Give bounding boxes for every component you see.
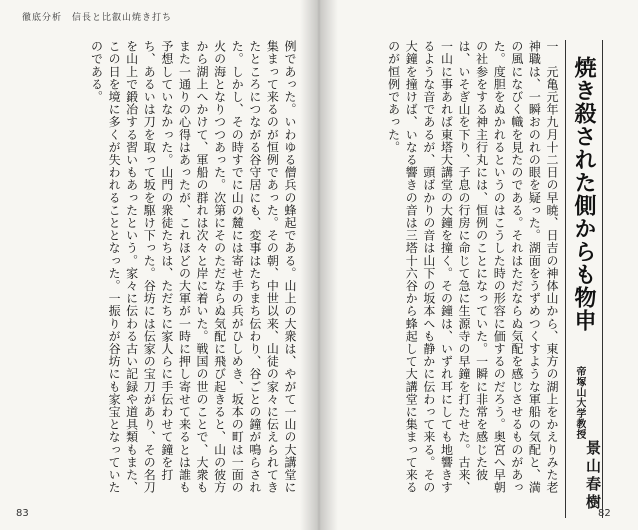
- left-body-text: 例であった。いわゆる僧兵の蜂起である。山上の大衆は、やがて一山の大講堂に集まって来るのが恒例であった。その朝、中世以来、山徒の家々に伝えられてきたところにつながる谷守居にも、変事はたちまち伝わり、谷ごとの鐘が鳴らされた。しかし、その時すでに山の麓には寄せ手の兵がひしめき、坂本の町は一面の火の海となりつつあった。次第にそのただならぬ気配に飛び起きると、山の彼方から湖上へかけて、軍船の群れは次々と岸に着いた。戦国の世のことで、大衆もまた一通りの心得はあったが、これほどの大軍が一時に押し寄せて来るとは誰も予想していなかった。山門の衆徒たちは、ただちに家人らに手伝わせて鐘を打ち、あるいは刀を取って坂を駆け下った。谷坊には伝家の宝刀があり、その名刀を山上で鍛冶する習いもあったという。家々に伝わる古い記録や道具類もまた、この日を境に多くが失われることとなった。一振りが谷坊にも家宝となっていたのである。: [89, 40, 297, 494]
- author-name: 景山春樹: [584, 440, 602, 512]
- author-affiliation: 帝塚山大学教授: [574, 366, 585, 440]
- article-title: 焼き殺された側からも物申: [571, 56, 597, 332]
- right-body-text: 一 元亀元年九月十二日の早暁、日吉の神体山から、東方の湖上をかえりみた老神職は、一瞬おのれの眼を疑った。湖面をうずめつくすような軍船の気配と、満の風になびく幟を見たのである。それはただならぬ気配を感じさせるものがあった。度胆をぬかれるというのはこうした時の形容に価するのだろう。奥宮へ早朝の社参をする神主行丸には、恒例のことになっていた。一瞬に非常を感じた彼は、いそぎ山を下り、子息の行房に命じて急に生源寺の早鐘を打たせた。古来、一山に事あれば東塔大講堂の大鐘を撞く。その鐘は、いずれ耳にしても地響きするような音であるが、頭ばかりの音は山下の坂本へも静かに伝わって来る。その大鐘を撞けば、いなる響きの音は三塔十六谷から蜂起して大講堂に集まって来るのが恒例であった。: [386, 40, 559, 494]
- running-head: 徹底分析 信長と比叡山焼き打ち: [22, 13, 173, 23]
- book-gutter: [300, 0, 338, 530]
- page-number-left: 83: [16, 508, 29, 519]
- title-box: [565, 40, 603, 518]
- page-number-right: 82: [598, 508, 611, 519]
